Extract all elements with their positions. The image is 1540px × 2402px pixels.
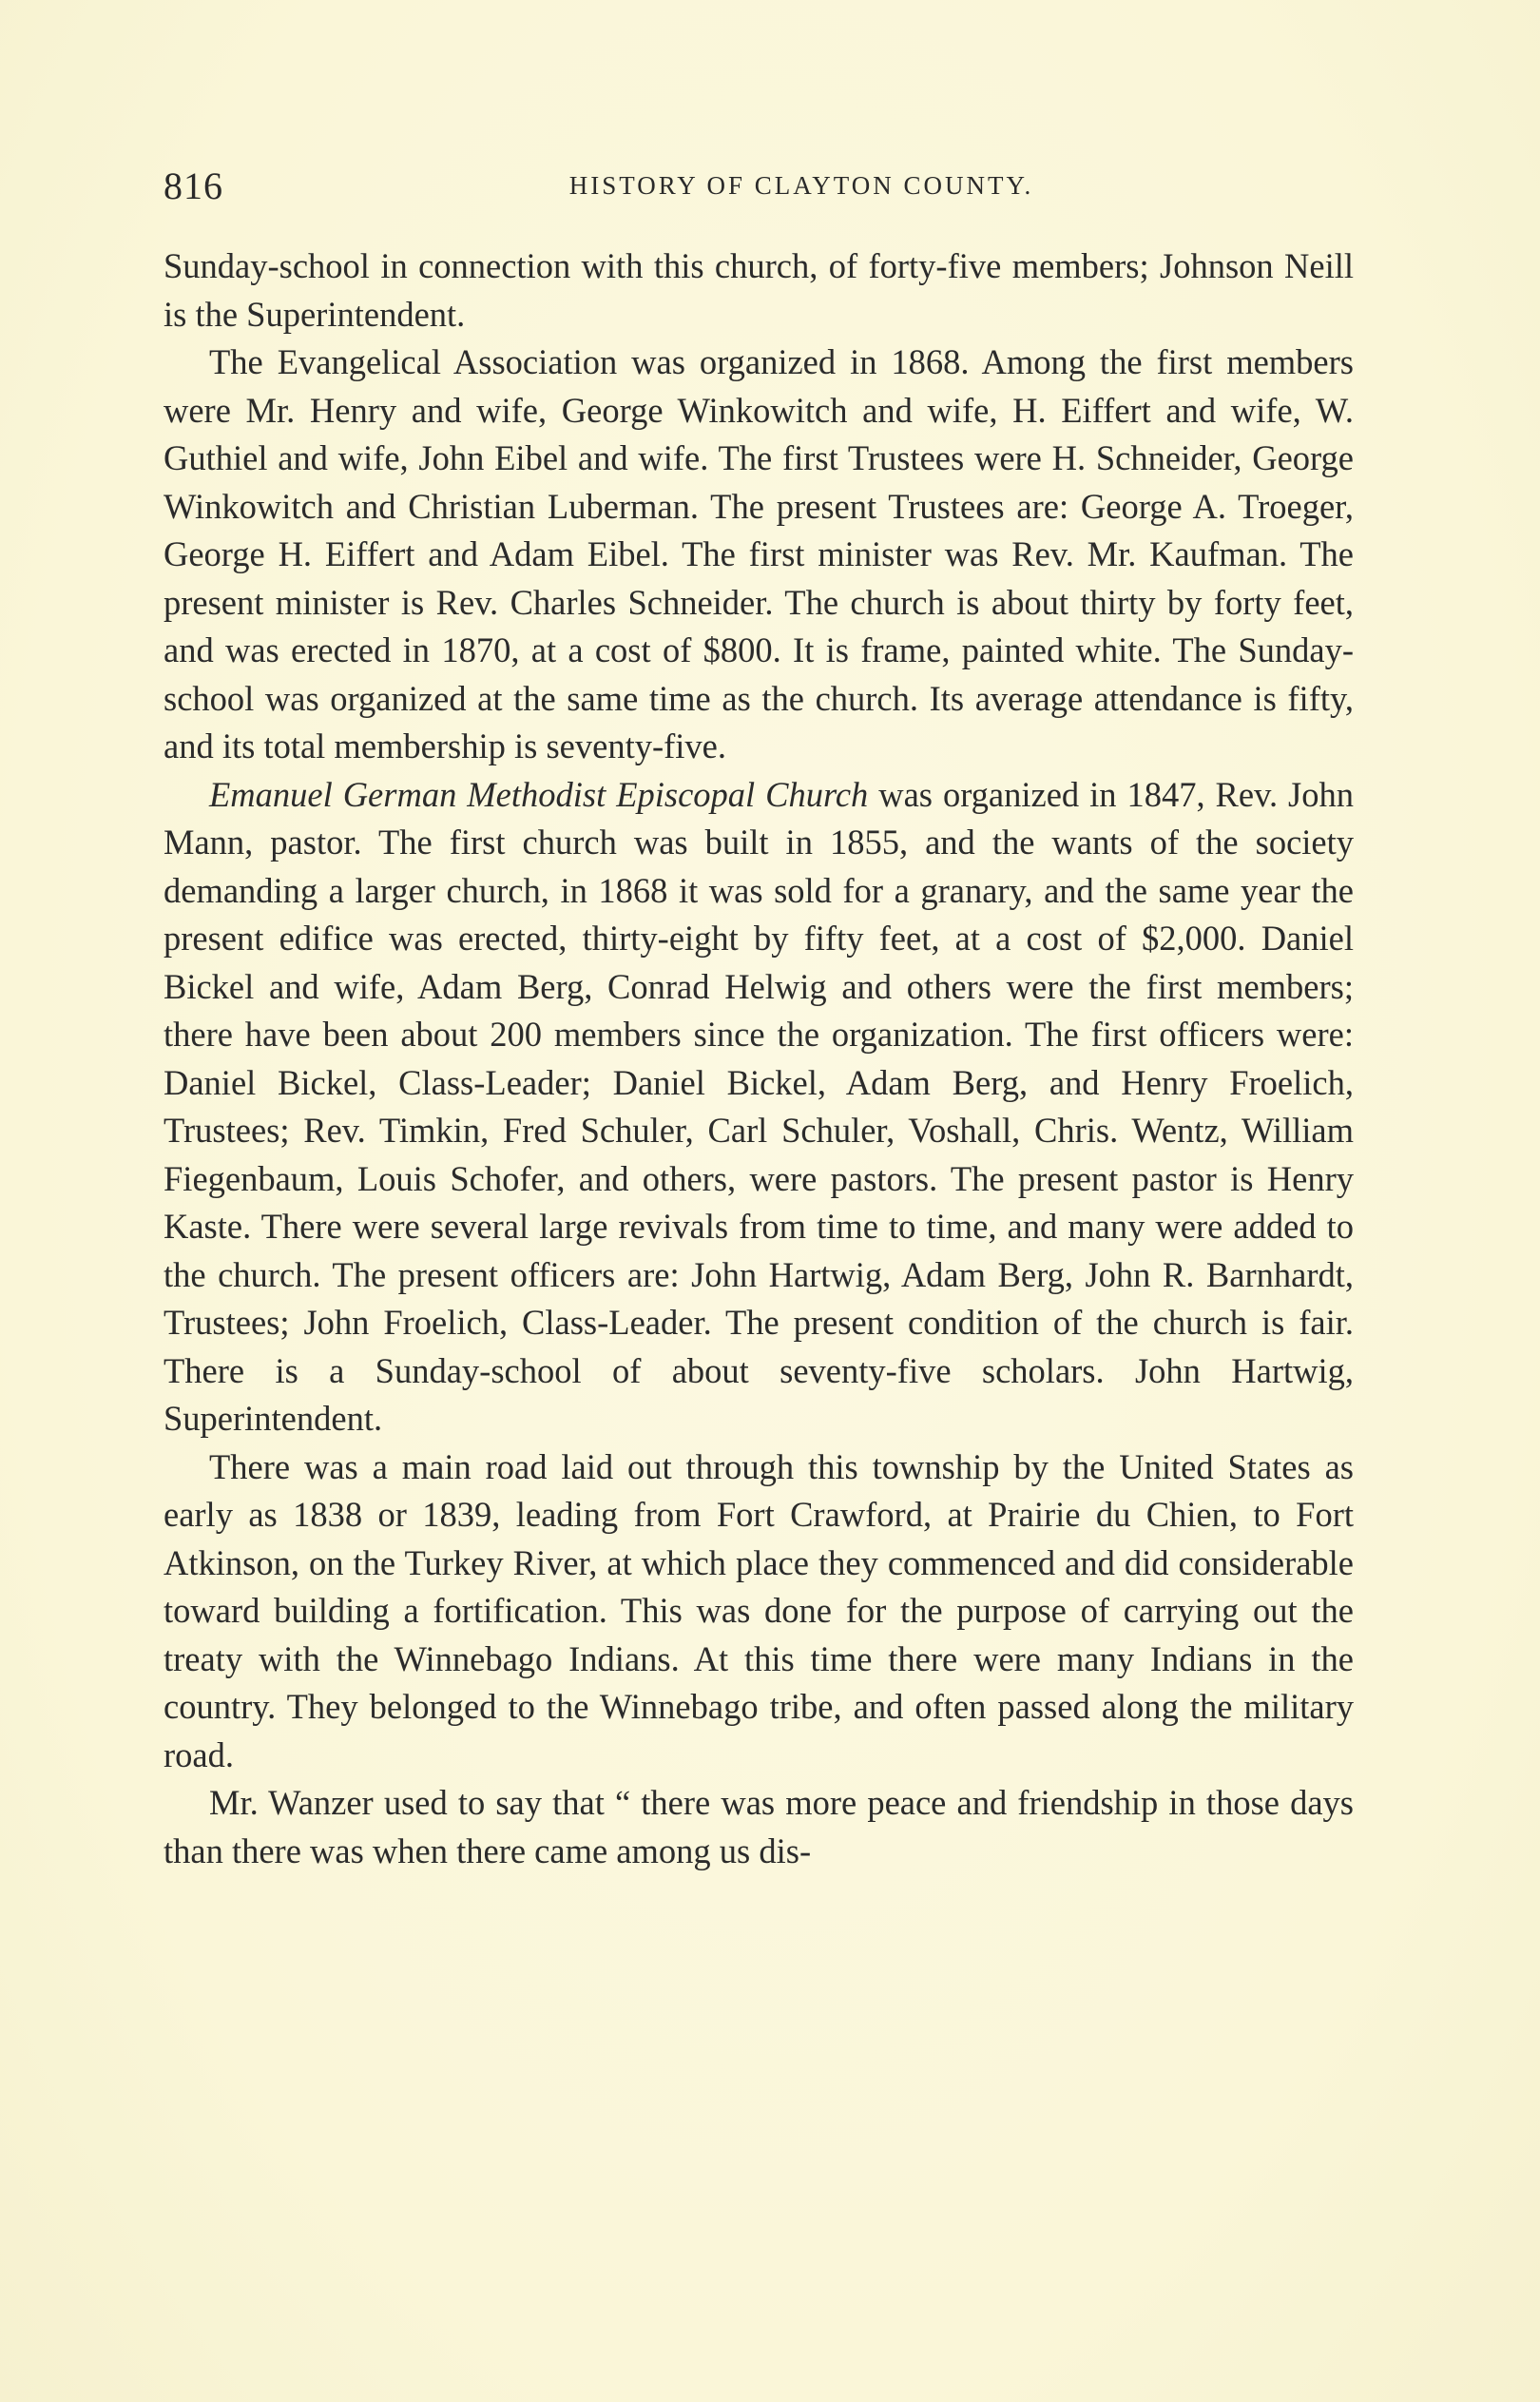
paragraph-wanzer-quote bbox=[164, 1779, 1354, 1875]
paragraph-text: Mr. Wanzer used to say that “ there was more peace and friendship in those days than there was when there came among us dis- bbox=[164, 1783, 1354, 1870]
paragraph-evangelical-association bbox=[164, 339, 1354, 771]
paragraph-text: was organized in 1847, Rev. John Mann, pastor. The first church was built in 1855, and the wants of the society demanding a larger church, in 1868 it was sold for a granary, and the same year the present edifice was erected, thirty-eight by fifty feet, at a cost of $2,000. Daniel Bickel and wife, Adam Berg, Conrad Helwig and others were the first members; there have been about 200 members since the organization. The first officers were: Daniel Bickel, Class-Leader; Daniel Bickel, Adam Berg, and Henry Froelich, Trustees; Rev. Timkin, Fred Schuler, Carl Schuler, Voshall, Chris. Wentz, William Fiegenbaum, Louis Schofer, and others, were pastors. The present pastor is Henry Kaste. There were several large revivals from time to time, and many were added to the church. The present officers are: John Hartwig, Adam Berg, John R. Barnhardt, Trustees; John Froelich, Class-Leader. The present condition of the church is fair. There is a Sunday-school of about seventy-five scholars. John Hartwig, Superintendent. bbox=[164, 774, 1354, 1438]
paragraph-text: The Evangelical Association was organized in 1868. Among the first members were Mr. Henry and wife, George Winkowitch and wife, H. Eiffert and wife, W. Guthiel and wife, John Eibel and wife. The first Trustees were H. Schneider, George Winkowitch and Christian Luberman. The present Trustees are: George A. Troeger, George H. Eiffert and Adam Eibel. The first minister was Rev. Mr. Kaufman. The present minister is Rev. Charles Schneider. The church is about thirty by forty feet, and was erected in 1870, at a cost of $800. It is frame, painted white. The Sunday-school was organized at the same time as the church. Its average attendance is fifty, and its total membership is seventy-five. bbox=[164, 342, 1354, 765]
paragraph-sunday-school-continuation bbox=[164, 242, 1354, 339]
paragraph-text: Sunday-school in connection with this church, of forty-five members; Johnson Neill is the Superintendent. bbox=[164, 246, 1354, 334]
page-header bbox=[164, 164, 1354, 221]
page-number: 816 bbox=[164, 165, 223, 207]
paragraph-military-road bbox=[164, 1443, 1354, 1780]
church-name-italic: Emanuel German Methodist Episcopal Church bbox=[209, 774, 869, 814]
paragraph-text: There was a main road laid out through this township by the United States as early as 1838 or 1839, leading from Fort Crawford, at Prairie du Chien, to Fort Atkinson, on the Turkey River, at which place they commenced and did considerable toward building a fortification. This was done for the purpose of carrying out the treaty with the Winnebago Indians. At this time there were many Indians in the country. They belonged to the Winnebago tribe, and often passed along the military road. bbox=[164, 1446, 1354, 1774]
paragraph-emanuel-church bbox=[164, 771, 1354, 1443]
body-text bbox=[164, 242, 1354, 1875]
running-title: HISTORY OF CLAYTON COUNTY. bbox=[568, 171, 1034, 200]
